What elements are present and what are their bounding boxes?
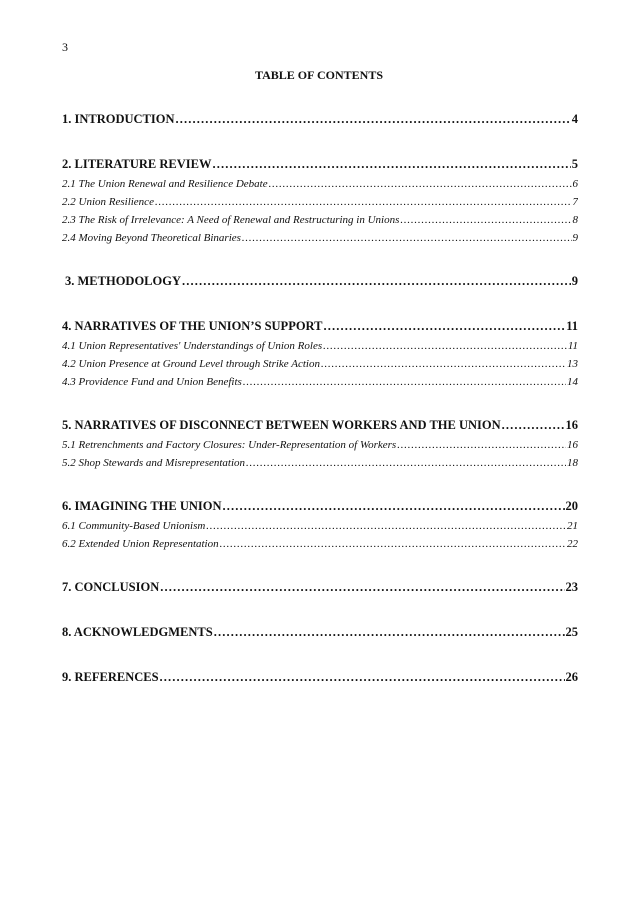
- toc-entry-6-1[interactable]: [62, 520, 578, 532]
- toc-entry-label: 2.2 Union Resilience: [62, 196, 154, 208]
- toc-entry-label: 5.1 Retrenchments and Factory Closures: Under-Representation of Workers: [62, 439, 397, 451]
- toc-entry-page: 16: [565, 418, 578, 432]
- toc-entry-2-1[interactable]: [62, 178, 578, 190]
- dot-leader: [176, 112, 571, 127]
- dot-leader: [397, 439, 566, 451]
- toc-entry-page: 5: [571, 157, 578, 171]
- dot-leader: [160, 580, 564, 595]
- toc-entry-acknowledgments[interactable]: [62, 625, 578, 640]
- toc-entry-narratives-support[interactable]: [62, 319, 578, 334]
- dot-leader: [243, 376, 566, 388]
- toc-entry-5-2[interactable]: [62, 457, 578, 469]
- toc-entry-page: 13: [567, 358, 578, 370]
- toc-entry-label: 6.2 Extended Union Representation: [62, 538, 219, 550]
- dot-leader: [160, 670, 565, 685]
- toc-entry-page: 21: [567, 520, 578, 532]
- toc-entry-label: 2. LITERATURE REVIEW: [62, 157, 212, 171]
- toc-entry-page: 9: [572, 232, 578, 244]
- toc-entry-introduction[interactable]: [62, 112, 578, 127]
- toc-entry-page: 11: [566, 319, 578, 333]
- dot-leader: [212, 157, 570, 172]
- table-of-contents: [62, 112, 578, 685]
- toc-entry-page: 20: [565, 499, 578, 513]
- toc-entry-methodology[interactable]: [62, 274, 578, 289]
- dot-leader: [242, 232, 572, 244]
- dot-leader: [323, 340, 567, 352]
- toc-entry-5-1[interactable]: [62, 439, 578, 451]
- toc-entry-page: 9: [571, 274, 578, 288]
- dot-leader: [155, 196, 572, 208]
- toc-entry-page: 14: [567, 376, 578, 388]
- toc-entry-label: 5.2 Shop Stewards and Misrepresentation: [62, 457, 246, 469]
- toc-entry-literature-review[interactable]: [62, 157, 578, 172]
- toc-entry-imagining-union[interactable]: [62, 499, 578, 514]
- toc-entry-label: 7. CONCLUSION: [62, 580, 160, 594]
- dot-leader: [182, 274, 571, 289]
- toc-entry-page: 25: [565, 625, 578, 639]
- dot-leader: [206, 520, 566, 532]
- dot-leader: [223, 499, 565, 514]
- toc-entry-label: 4.2 Union Presence at Ground Level through Strike Action: [62, 358, 320, 370]
- toc-entry-page: 16: [567, 439, 578, 451]
- toc-entry-narratives-disconnect[interactable]: [62, 418, 578, 433]
- toc-entry-2-4[interactable]: [62, 232, 578, 244]
- toc-entry-6-2[interactable]: [62, 538, 578, 550]
- toc-entry-label: 2.1 The Union Renewal and Resilience Debate: [62, 178, 268, 190]
- toc-entry-page: 8: [572, 214, 578, 226]
- toc-entry-label: 1. INTRODUCTION: [62, 112, 175, 126]
- toc-entry-page: 7: [572, 196, 578, 208]
- toc-entry-label: 2.3 The Risk of Irrelevance: A Need of Renewal and Restructuring in Unions: [62, 214, 400, 226]
- toc-entry-page: 6: [572, 178, 578, 190]
- dot-leader: [214, 625, 565, 640]
- toc-entry-label: 4.3 Providence Fund and Union Benefits: [62, 376, 242, 388]
- dot-leader: [502, 418, 565, 433]
- page-number: 3: [62, 40, 68, 54]
- toc-entry-label: 4. NARRATIVES OF THE UNION’S SUPPORT: [62, 319, 323, 333]
- toc-entry-label: 2.4 Moving Beyond Theoretical Binaries: [62, 232, 241, 244]
- dot-leader: [321, 358, 566, 370]
- toc-entry-label: 3. METHODOLOGY: [65, 274, 181, 288]
- toc-entry-page: 11: [567, 340, 578, 352]
- toc-entry-references[interactable]: [62, 670, 578, 685]
- toc-entry-page: 22: [567, 538, 578, 550]
- toc-entry-2-3[interactable]: [62, 214, 578, 226]
- toc-entry-label: 6.1 Community-Based Unionism: [62, 520, 206, 532]
- toc-entry-label: 9. REFERENCES: [62, 670, 159, 684]
- dot-leader: [269, 178, 572, 190]
- toc-entry-page: 18: [567, 457, 578, 469]
- toc-entry-page: 26: [565, 670, 578, 684]
- toc-title: TABLE OF CONTENTS: [254, 68, 384, 82]
- toc-entry-4-3[interactable]: [62, 376, 578, 388]
- toc-entry-page: 23: [565, 580, 578, 594]
- toc-entry-4-2[interactable]: [62, 358, 578, 370]
- toc-entry-2-2[interactable]: [62, 196, 578, 208]
- toc-entry-4-1[interactable]: [62, 340, 578, 352]
- toc-entry-label: 5. NARRATIVES OF DISCONNECT BETWEEN WORKERS AND THE UNION: [62, 418, 501, 432]
- dot-leader: [220, 538, 566, 550]
- toc-entry-conclusion[interactable]: [62, 580, 578, 595]
- dot-leader: [323, 319, 565, 334]
- toc-entry-label: 6. IMAGINING THE UNION: [62, 499, 222, 513]
- dot-leader: [400, 214, 571, 226]
- toc-entry-page: 4: [571, 112, 578, 126]
- toc-entry-label: 4.1 Union Representatives' Understandings of Union Roles: [62, 340, 323, 352]
- dot-leader: [246, 457, 566, 469]
- toc-entry-label: 8. ACKNOWLEDGMENTS: [62, 625, 213, 639]
